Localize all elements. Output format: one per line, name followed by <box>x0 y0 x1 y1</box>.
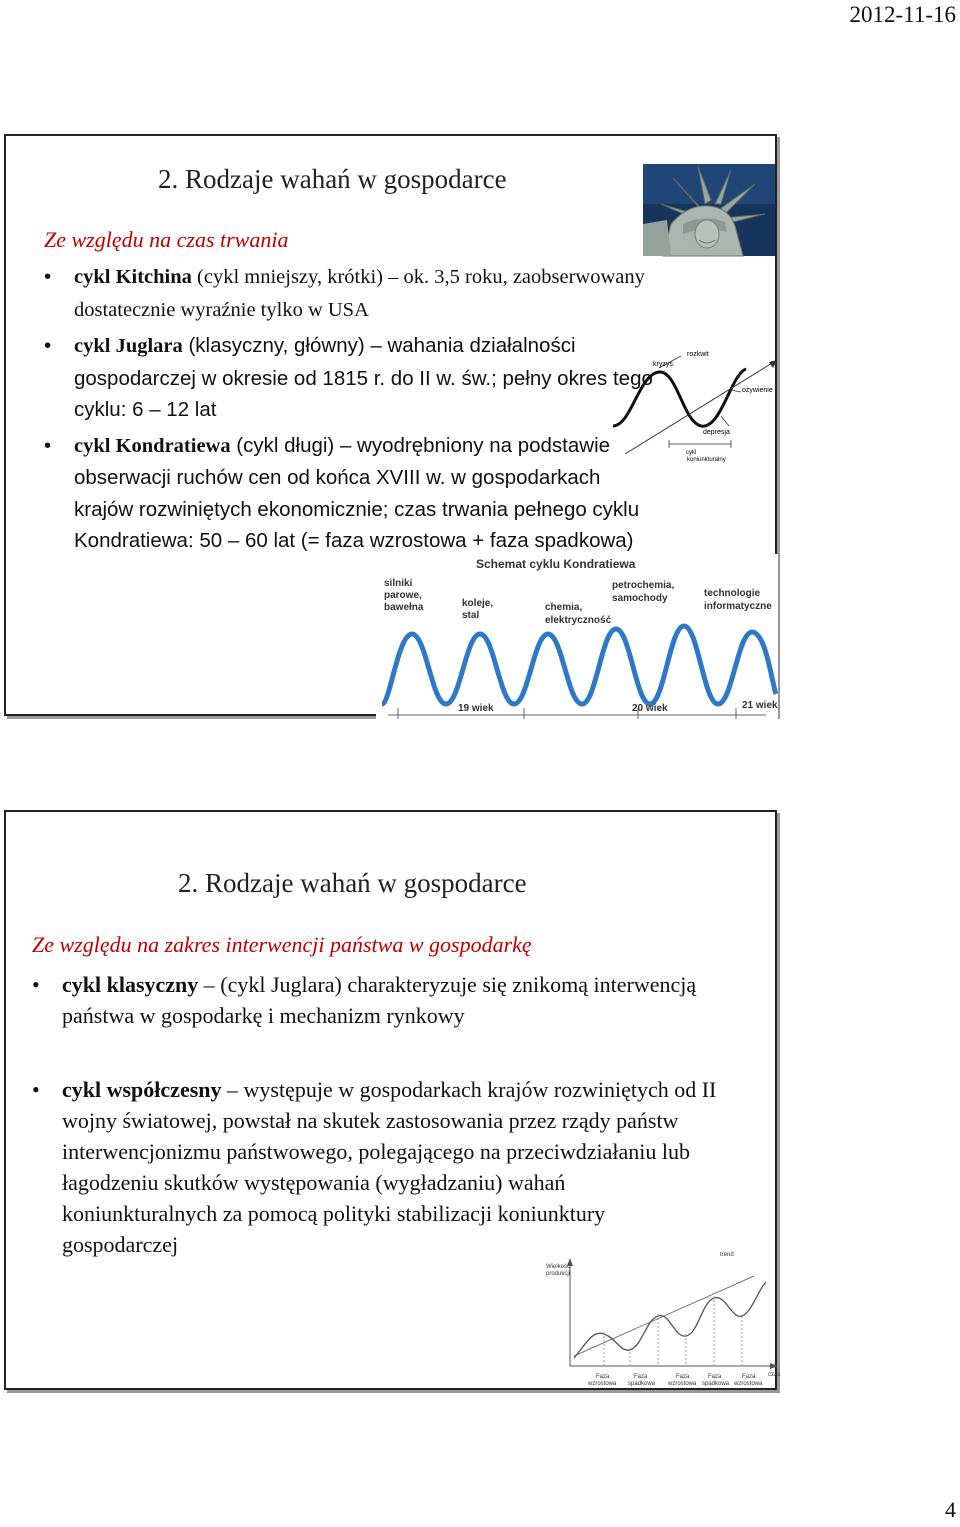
wave-2-label-a: koleje, <box>462 598 494 609</box>
slide-2 <box>4 810 781 1390</box>
header-date: 2012-11-16 <box>849 2 956 27</box>
phase-3-b: wzrostowa <box>668 1381 697 1387</box>
wave-1-label-b: parowe, <box>384 590 422 601</box>
wave-3-label-a: chemia, <box>545 602 583 613</box>
trend-label: trend <box>720 1252 734 1258</box>
wave-4-label-a: petrochemia, <box>612 580 675 591</box>
cycle-label-cykl: cykl <box>686 450 697 456</box>
slide-1-bullet-list <box>44 261 676 561</box>
page-number: 4 <box>945 1497 956 1522</box>
bullet-kondratiev: • cykl Kondratiewa (cykl długi) – wyodrębniony na podstawie obserwacji ruchów cen od końca XVIII w. w gospodarkach krajów rozwiniętych ekonomicznie; czas trwania pełnego cyklu Kondratiewa: 50 – 60 lat (= faza wzrostowa + faza spadkowa) <box>44 430 649 557</box>
bullet-kitchina: • cykl Kitchina (cykl mniejszy, krótki) – ok. 3,5 roku, zaobserwowany dostatecznie wyraźnie tylko w USA <box>44 261 676 326</box>
cycle-label-ozywienie: ożywienie <box>742 387 773 394</box>
statue-of-liberty-image <box>643 164 775 256</box>
x-label-czas: czas <box>768 1372 781 1378</box>
cycle-label-depresja: depresja <box>703 429 730 436</box>
business-cycle-diagram <box>611 344 781 469</box>
phase-5-a: Faza <box>742 1374 756 1380</box>
slide-2-bullet-list <box>32 969 722 1260</box>
bullet-cykl-wspolczesny: • cykl współczesny – występuje w gospodarkach krajów rozwiniętych od II wojny światowej, powstał na skutek zastosowania przez rządy państw interwencjonizmu państwowego, polegającego na przeciwdziałaniu lub łagodzeniu skutków występowania (wygładzaniu) wahań koniunkturalnych za pomocą polityki stabilizacji koniunktury gospodarczej <box>32 1074 722 1260</box>
y-label-1: Wielkość <box>546 1264 571 1270</box>
slide-2-subtitle: Ze względu na zakres interwencji państwa w gospodarkę <box>32 932 532 957</box>
phase-4-b: spadkowa <box>702 1381 730 1387</box>
slide-2-title: 2. Rodzaje wahań w gospodarce <box>178 868 527 898</box>
slide-1-title: 2. Rodzaje wahań w gospodarce <box>158 164 507 194</box>
axis-label-19: 19 wiek <box>458 703 494 714</box>
kondratiev-chart <box>376 554 778 719</box>
phase-5-b: wzrostowa <box>734 1381 763 1387</box>
axis-label-20: 20 wiek <box>632 703 668 714</box>
slide-1-subtitle: Ze względu na czas trwania <box>44 227 289 252</box>
wave-1-label-c: bawełna <box>384 602 424 613</box>
phase-2-a: Faza <box>634 1374 648 1380</box>
kondratiev-title: Schemat cyklu Kondratiewa <box>476 557 636 571</box>
phase-3-a: Faza <box>676 1374 690 1380</box>
cycle-label-rozkwit: rozkwit <box>687 351 709 358</box>
cycle-label-kryzys: kryzys <box>653 361 673 368</box>
phase-4-a: Faza <box>708 1374 722 1380</box>
wave-5-label-b: informatyczne <box>704 601 772 612</box>
phase-2-b: spadkowa <box>628 1381 656 1387</box>
cycle-label-koniunkturalny: koniunkturalny <box>687 457 726 463</box>
phase-1-b: wzrostowa <box>588 1381 617 1387</box>
phase-1-a: Faza <box>596 1374 610 1380</box>
wave-4-label-b: samochody <box>612 593 668 604</box>
wave-5-label-a: technologie <box>704 588 761 599</box>
wave-1-label-a: silniki <box>384 578 413 589</box>
wave-3-label-b: elektryczność <box>545 615 612 626</box>
y-label-2: produkcji <box>546 1271 571 1277</box>
bullet-cykl-klasyczny: • cykl klasyczny – (cykl Juglara) charakteryzuje się znikomą interwencją państwa w gospodarkę i mechanizm rynkowy <box>32 969 702 1031</box>
axis-label-21: 21 wiek <box>742 700 778 711</box>
trend-phases-chart <box>526 1242 781 1392</box>
wave-2-label-b: stal <box>462 610 480 621</box>
bullet-juglar: • cykl Juglara (klasyczny, główny) – wahania działalności gospodarczej w okresie od 1815 r. do II w. św.; pełny okres tego cyklu: 6 – 12 lat <box>44 330 676 426</box>
slide-1 <box>4 134 777 716</box>
